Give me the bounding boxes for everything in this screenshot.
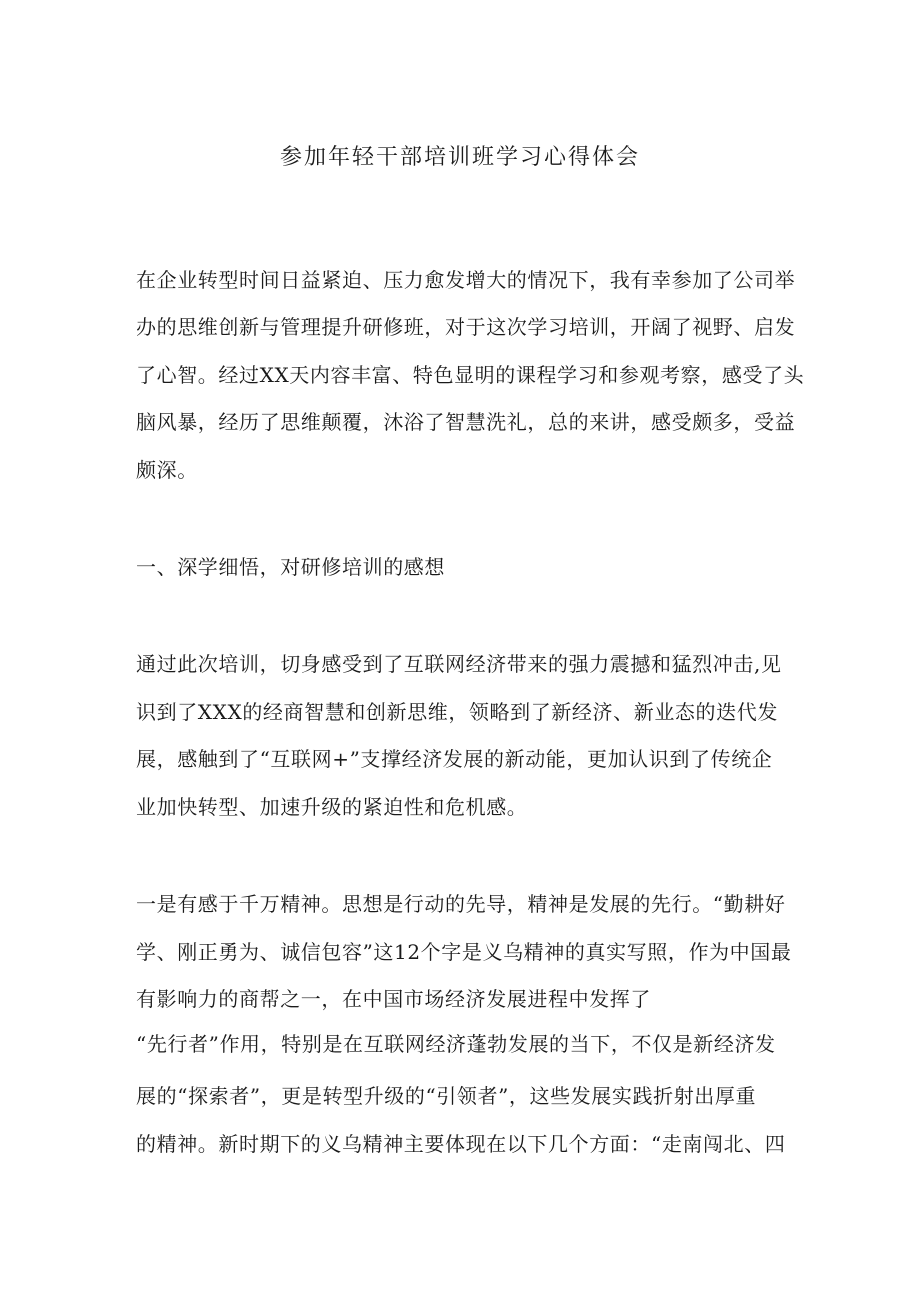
- document-title: 参加年轻干部培训班学习心得体会: [279, 145, 640, 170]
- paragraph-1-line-1: 在企业转型时间日益紧迫、压力愈发增大的情况下，我有幸参加了公司举: [136, 268, 796, 292]
- paragraph-3-line-2: 学、刚正勇为、诚信包容”这12个字是义乌精神的真实写照，作为中国最: [136, 940, 792, 964]
- paragraph-3-line-4: “先行者”作用，特别是在互联网经济蓬勃发展的当下，不仅是新经济发: [136, 1032, 776, 1056]
- paragraph-3-line-5: 展的“探索者”，更是转型升级的“引领者”，这些发展实践折射出厚重: [136, 1084, 757, 1108]
- paragraph-3-line-6: 的精神。新时期下的义乌精神主要体现在以下几个方面：“走南闯北、四: [136, 1132, 786, 1156]
- paragraph-2-line-4: 业加快转型、加速升级的紧迫性和危机感。: [136, 795, 528, 819]
- paragraph-1-line-4: 脑风暴，经历了思维颠覆，沐浴了智慧洗礼，总的来讲，感受颇多，受益: [136, 410, 796, 434]
- section-heading-1: 一、深学细悟，对研修培训的感想: [136, 555, 445, 579]
- paragraph-1-line-5: 颇深。: [136, 458, 198, 482]
- paragraph-1-line-2: 办的思维创新与管理提升研修班，对于这次学习培训，开阔了视野、启发: [136, 315, 796, 339]
- paragraph-3-line-1: 一是有感于千万精神。思想是行动的先导，精神是发展的先行。“勤耕好: [136, 892, 786, 916]
- paragraph-2-line-3: 展，感触到了“互联网+”支撑经济发展的新动能，更加认识到了传统企: [136, 747, 773, 771]
- paragraph-2-line-1: 通过此次培训，切身感受到了互联网经济带来的强力震撼和猛烈冲击,见: [136, 652, 782, 676]
- paragraph-2-line-2: 识到了XXX的经商智慧和创新思维，领略到了新经济、新业态的迭代发: [136, 700, 778, 724]
- paragraph-1-line-3: 了心智。经过XX天内容丰富、特色显明的课程学习和参观考察，感受了头: [136, 363, 805, 387]
- paragraph-3-line-3: 有影响力的商帮之一，在中国市场经济发展进程中发挥了: [136, 987, 651, 1011]
